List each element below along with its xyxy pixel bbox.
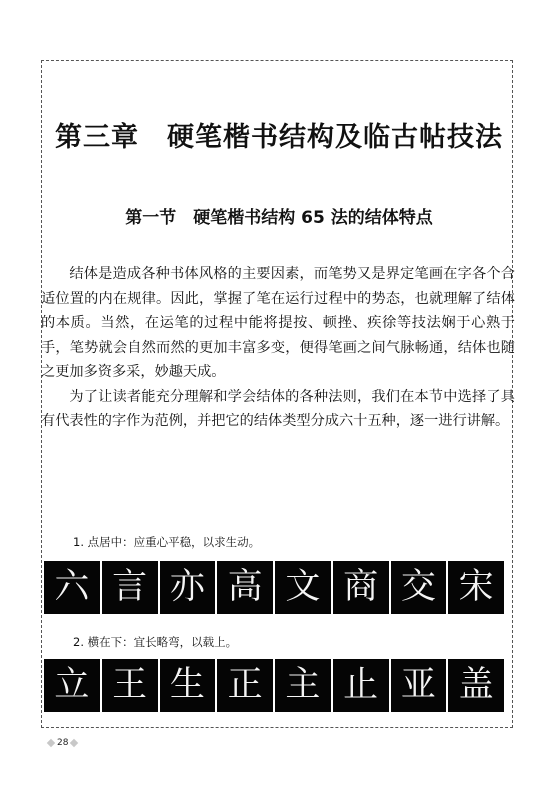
example-char: 亦: [160, 561, 216, 614]
example-char: 王: [102, 659, 158, 712]
example-char: 主: [275, 659, 331, 712]
rule-2-example-strip: [44, 659, 504, 712]
section-title: 第一节 硬笔楷书结构 65 法的结体特点: [125, 208, 433, 228]
example-char: 立: [44, 659, 100, 712]
diamond-ornament-icon: [70, 739, 78, 747]
example-char: 言: [102, 561, 158, 614]
rule-1-label: 1. 点居中：应重心平稳，以求生动。: [73, 535, 261, 549]
example-char: 生: [160, 659, 216, 712]
page-number-text: 28: [57, 738, 69, 748]
example-char: 亚: [391, 659, 447, 712]
example-char: 盖: [448, 659, 504, 712]
example-char: 商: [333, 561, 389, 614]
example-char: 交: [391, 561, 447, 614]
example-char: 高: [217, 561, 273, 614]
example-char: 六: [44, 561, 100, 614]
page-number: [48, 738, 77, 748]
example-char: 止: [333, 659, 389, 712]
example-char: 正: [217, 659, 273, 712]
rule-2-label: 2. 横在下：宜长略弯，以载上。: [73, 635, 238, 649]
body-text: [41, 262, 515, 434]
chapter-title: 第三章 硬笔楷书结构及临古帖技法: [55, 122, 503, 153]
rule-1-example-strip: [44, 561, 504, 614]
paragraph-1: 结体是造成各种书体风格的主要因素，而笔势又是界定笔画在字各个合适位置的内在规律。因此，掌握了笔在运行过程中的势态，也就理解了结体的本质。当然，在运笔的过程中能将提按、顿挫、疾徐等技法娴于心熟于手，笔势就会自然而然的更加丰富多变，便得笔画之间气脉畅通，结体也随之更加多资多采，妙趣天成。: [41, 266, 515, 380]
paragraph-2: 为了让读者能充分理解和学会结体的各种法则，我们在本节中选择了具有代表性的字作为范例，并把它的结体类型分成六十五种，逐一进行讲解。: [41, 388, 515, 429]
example-char: 文: [275, 561, 331, 614]
diamond-ornament-icon: [47, 739, 55, 747]
example-char: 宋: [448, 561, 504, 614]
